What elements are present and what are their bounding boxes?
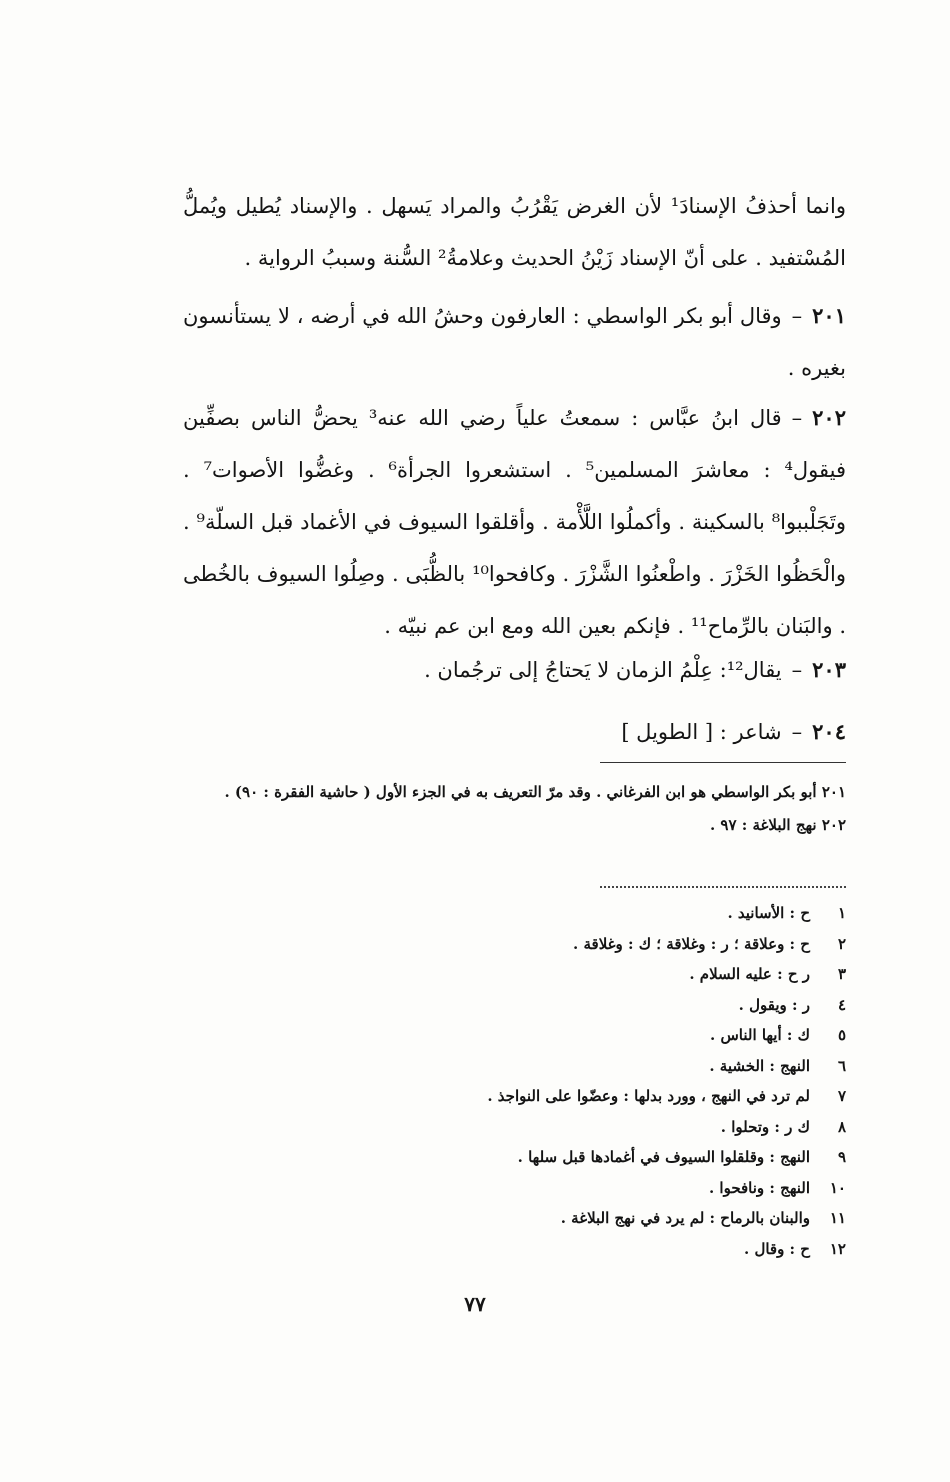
variant-item: [183, 898, 846, 929]
variant-number: ١١: [829, 1209, 846, 1227]
variant-text: ح : الأسانيد .: [727, 904, 810, 922]
variant-text: النهج : ونافحوا .: [708, 1178, 810, 1197]
variant-item: [183, 1081, 846, 1112]
variant-number: ٥: [837, 1026, 846, 1044]
variant-text: والبنان بالرماح : لم يرد في نهج البلاغة .: [560, 1209, 810, 1227]
variant-item: [183, 959, 846, 990]
variant-text: ك : أيها الناس .: [710, 1026, 810, 1044]
variant-item: [183, 1234, 846, 1265]
variant-item: [183, 1051, 846, 1082]
paragraph-204-text: شاعر : [ الطويل ]: [621, 720, 782, 744]
variant-text: لم ترد في النهج ، وورد بدلها : وعضّوا على النواجذ .: [487, 1087, 810, 1105]
paragraph-204: [183, 706, 846, 758]
paragraph-201-text: وقال أبو بكر الواسطي : العارفون وحشُ الله في أرضه ، لا يستأنسون بغيره .: [183, 304, 846, 380]
variant-number: ٨: [837, 1117, 846, 1136]
entry-dash: –: [791, 406, 803, 430]
variant-text: ح : وعلاقة ؛ ر : وغلاقة ؛ ك : وغلاقة .: [573, 934, 810, 953]
variant-item: [183, 990, 846, 1021]
entry-dash: –: [791, 304, 803, 328]
source-note: ٢٠٢ نهج البلاغة : ٩٧ .: [709, 816, 846, 834]
variant-number: ٩: [837, 1148, 846, 1166]
variant-item: [183, 1020, 846, 1051]
paragraph-202: [183, 392, 846, 652]
variant-number: ١٢: [829, 1239, 846, 1258]
source-note: ٢٠١ أبو بكر الواسطي هو ابن الفرغاني . وقد مرّ التعريف به في الجزء الأول ( حاشية الفقرة : ٩٠) .: [224, 783, 846, 801]
entry-dash: –: [791, 658, 803, 682]
entry-number-203: ٢٠٣: [812, 657, 846, 682]
variant-number: ٤: [837, 995, 846, 1014]
entry-dash: –: [791, 720, 803, 744]
variants-divider: [600, 886, 846, 888]
paragraph-intro: [183, 180, 846, 284]
page-number: ٧٧: [464, 1292, 486, 1316]
variant-readings-list: [183, 898, 846, 1264]
entry-number-201: ٢٠١: [812, 303, 846, 328]
variant-text: النهج : وقلقلوا السيوف في أغمادها قبل سلها .: [517, 1148, 810, 1166]
variant-number: ٦: [837, 1056, 846, 1075]
variant-text: ر : ويقول .: [738, 995, 810, 1014]
variant-item: [183, 1112, 846, 1143]
variant-number: ٧: [837, 1087, 846, 1105]
paragraph-201: [183, 290, 846, 394]
variant-number: ١٠: [829, 1178, 846, 1197]
variant-text: ك ر : وتحلوا .: [720, 1117, 810, 1136]
variant-number: ١: [837, 904, 846, 922]
variant-item: [183, 929, 846, 960]
variant-item: [183, 1142, 846, 1173]
entry-number-202: ٢٠٢: [812, 405, 846, 430]
variant-item: [183, 1203, 846, 1234]
variant-text: النهج : الخشية .: [709, 1056, 810, 1075]
paragraph-203-text: يقال¹²: عِلْمُ الزمان لا يَحتاجُ إلى ترجُمان .: [424, 658, 782, 682]
variant-text: ح : وقال .: [744, 1239, 810, 1258]
variant-number: ٢: [837, 934, 846, 953]
entry-number-204: ٢٠٤: [812, 719, 846, 744]
variant-number: ٣: [837, 965, 846, 983]
variant-item: [183, 1173, 846, 1204]
paragraph-203: [183, 644, 846, 696]
variant-text: ر ح : عليه السلام .: [689, 965, 810, 983]
paragraph-intro-text: وانما أحذفُ الإسنادَ¹ لأن الغرض يَقْرُبُ والمراد يَسهل . والإسناد يُطيل ويُملُّ المُسْتفيد . على أنّ الإسناد زَيْنُ الحديث وعلامةُ² السُّنة وسببُ الرواية .: [183, 194, 847, 270]
paragraph-202-text: قال ابنُ عبَّاس : سمعتُ علياً رضي الله عنه³ يحضُّ الناس بصفِّين فيقول⁴ : معاشرَ المسلمين⁵ . استشعروا الجرأة⁶ . وغضُّوا الأصوات⁷ . وتَجَلْببوا⁸ بالسكينة . وأكملُوا اللَّأْمة . وأقلقوا السيوف في الأغماد قبل السلّة⁹ . والْحَظُوا الخَزْرَ . واطْعنُوا الشَّزْرَ . وكافحوا¹⁰ بالظُّبَى . وصِلُوا السيوف بالخُطى . والبَنان بالرِّماح¹¹ . فإنكم بعين الله ومع ابن عم نبيّه .: [183, 406, 847, 638]
footnote-divider: [600, 762, 846, 763]
source-notes: [183, 776, 846, 842]
